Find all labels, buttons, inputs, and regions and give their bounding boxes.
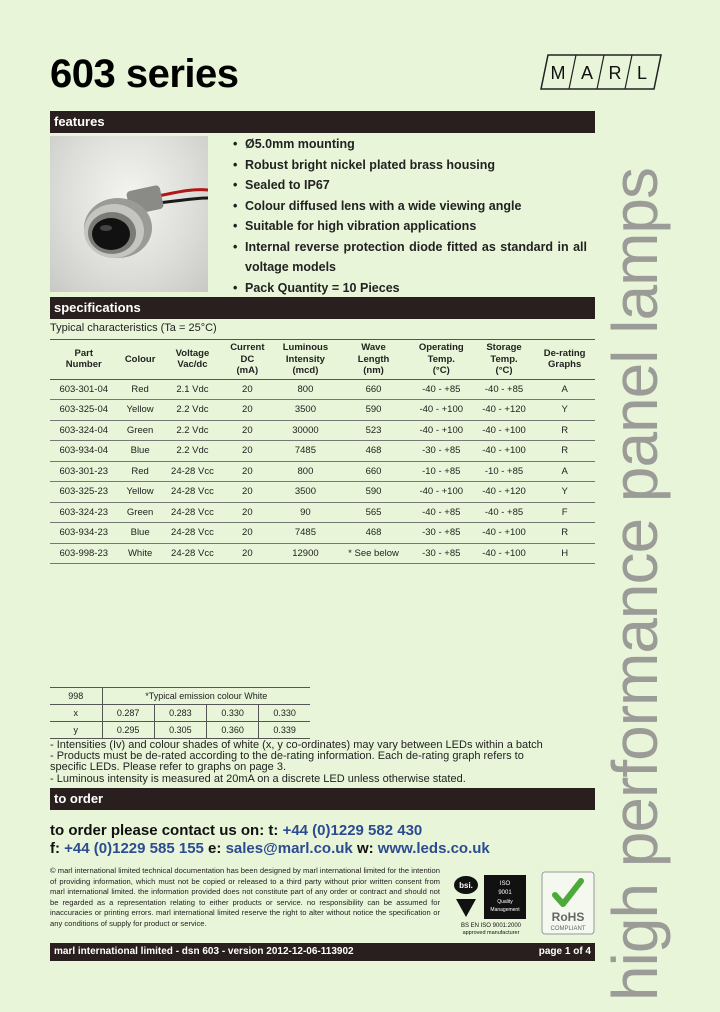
footer-page-number: page 1 of 4 <box>538 946 591 957</box>
spec-column-header <box>163 340 222 380</box>
spec-cell: -10 - +85 <box>474 461 535 482</box>
cie-cell: 0.283 <box>154 705 206 722</box>
feature-item: • Suitable for high vibration applications <box>231 216 587 237</box>
spec-cell: 7485 <box>273 523 339 544</box>
spec-cell: 20 <box>222 420 272 441</box>
header-line: Number <box>65 359 102 371</box>
spec-column-header <box>338 340 408 380</box>
spec-cell: 30000 <box>273 420 339 441</box>
spec-cell: R <box>534 523 595 544</box>
colour-coordinates-table <box>50 687 310 739</box>
spec-cell: 800 <box>273 379 339 400</box>
header-line: Temp. <box>490 353 518 365</box>
spec-table-body <box>50 379 595 564</box>
spec-cell: A <box>534 379 595 400</box>
spec-cell: 603-324-04 <box>50 420 117 441</box>
spec-cell: -40 - +85 <box>474 379 535 400</box>
spec-cell: 90 <box>273 502 339 523</box>
spec-header-row <box>50 340 595 380</box>
cie-code: 998 <box>50 688 102 705</box>
spec-cell: 2.2 Vdc <box>163 441 222 462</box>
spec-row <box>50 523 595 544</box>
header-line: Graphs <box>548 359 582 371</box>
cie-cell: x <box>50 705 102 722</box>
cie-cell: 0.287 <box>102 705 154 722</box>
spec-cell: Red <box>117 379 162 400</box>
spec-cell: Blue <box>117 523 162 544</box>
header-line: Wave <box>361 342 386 353</box>
iso-line: Quality <box>497 899 513 905</box>
spec-cell: 603-934-04 <box>50 441 117 462</box>
header-line: Temp. <box>427 353 455 365</box>
spec-cell: White <box>117 543 162 564</box>
email-label: e: <box>208 840 222 857</box>
header-line: (mA) <box>236 365 259 376</box>
features-list <box>231 134 587 298</box>
spec-cell: Green <box>117 502 162 523</box>
spec-cell: 20 <box>222 482 272 503</box>
spec-cell: Blue <box>117 441 162 462</box>
spec-cell: -30 - +85 <box>409 441 474 462</box>
spec-cell: 660 <box>338 379 408 400</box>
feature-item: • Sealed to IP67 <box>231 175 587 196</box>
spec-table <box>50 339 595 564</box>
spec-cell: H <box>534 543 595 564</box>
bs-standard-text: BS EN ISO 9001:2000 <box>460 923 522 929</box>
cie-cell: 0.330 <box>259 705 310 722</box>
spec-cell: 2.1 Vdc <box>163 379 222 400</box>
feature-item: • Internal reverse protection diode fitted as standard in all voltage models <box>231 237 587 278</box>
rohs-sub-text: COMPLIANT <box>550 926 586 932</box>
cie-cell: 0.295 <box>102 722 154 739</box>
spec-column-header <box>50 340 117 380</box>
spec-cell: -40 - +120 <box>474 482 535 503</box>
spec-row <box>50 400 595 421</box>
feature-item: • Pack Quantity = 10 Pieces <box>231 278 587 299</box>
svg-text:A: A <box>580 63 594 83</box>
header-line: Length <box>357 353 390 365</box>
feature-item: • Colour diffused lens with a wide viewing angle <box>231 196 587 217</box>
spec-cell: 24-28 Vcc <box>163 502 222 523</box>
web-link[interactable]: www.leds.co.uk <box>377 840 490 857</box>
cie-cell: 0.360 <box>207 722 259 739</box>
header-line: Vac/dc <box>177 359 208 371</box>
footer-document-info: marl international limited - dsn 603 - version 2012-12-06-113902 <box>54 946 354 957</box>
vertical-banner-text: high performance panel lamps <box>599 168 671 1001</box>
svg-text:R: R <box>608 63 622 83</box>
spec-cell: 468 <box>338 523 408 544</box>
header-line: Colour <box>124 353 156 365</box>
spec-cell: 20 <box>222 461 272 482</box>
svg-text:M: M <box>550 63 566 83</box>
feature-item: • Robust bright nickel plated brass housing <box>231 155 587 176</box>
spec-cell: 590 <box>338 400 408 421</box>
cie-header-row <box>50 688 310 705</box>
spec-cell: F <box>534 502 595 523</box>
fax-label: f: <box>50 840 60 857</box>
spec-cell: R <box>534 441 595 462</box>
spec-row <box>50 461 595 482</box>
spec-cell: * See below <box>338 543 408 564</box>
note-item: - Intensities (Iv) and colour shades of white (x, y co-ordinates) may vary between LEDs within a batch <box>50 739 543 751</box>
bsi-text: bsi. <box>459 881 473 890</box>
spec-cell: Y <box>534 482 595 503</box>
spec-cell: 24-28 Vcc <box>163 523 222 544</box>
spec-column-header <box>474 340 535 380</box>
spec-row <box>50 482 595 503</box>
spec-cell: -40 - +100 <box>409 400 474 421</box>
spec-cell: 2.2 Vdc <box>163 420 222 441</box>
spec-cell: 20 <box>222 543 272 564</box>
spec-cell: 603-934-23 <box>50 523 117 544</box>
spec-cell: 20 <box>222 523 272 544</box>
feature-item: • Ø5.0mm mounting <box>231 134 587 155</box>
cie-cell: 0.305 <box>154 722 206 739</box>
spec-cell: 20 <box>222 441 272 462</box>
cie-row-x <box>50 705 310 722</box>
contact-line-2 <box>50 840 490 857</box>
spec-cell: 603-998-23 <box>50 543 117 564</box>
notes <box>50 740 550 785</box>
spec-cell: Red <box>117 461 162 482</box>
spec-caption: Typical characteristics (Ta = 25°C) <box>50 322 217 334</box>
header-line: De-rating <box>543 347 586 359</box>
rohs-compliant-badge <box>541 871 595 935</box>
spec-cell: Yellow <box>117 400 162 421</box>
cie-heading: *Typical emission colour White <box>102 688 310 705</box>
header-line: (nm) <box>363 365 384 376</box>
cie-cell: 0.339 <box>259 722 310 739</box>
spec-cell: -40 - +100 <box>474 441 535 462</box>
spec-row <box>50 420 595 441</box>
spec-cell: 20 <box>222 400 272 421</box>
contact-line-1 <box>50 822 422 839</box>
note-item: - Products must be de-rated according to the de-rating information. Each de-rating graph refers to specific LEDs. Please refer to graphs on page 3. <box>50 750 524 774</box>
contact-intro: to order please contact us on: <box>50 822 265 839</box>
spec-cell: 603-325-04 <box>50 400 117 421</box>
spec-cell: 603-324-23 <box>50 502 117 523</box>
spec-cell: Y <box>534 400 595 421</box>
cie-cell: 0.330 <box>207 705 259 722</box>
spec-cell: 12900 <box>273 543 339 564</box>
spec-column-header <box>534 340 595 380</box>
header-line: Current <box>230 342 265 353</box>
header-line: Luminous <box>282 342 329 353</box>
spec-cell: -40 - +100 <box>409 420 474 441</box>
to-order-section-bar: to order <box>50 788 595 810</box>
fax-number[interactable]: +44 (0)1229 585 155 <box>64 840 204 857</box>
spec-cell: 3500 <box>273 482 339 503</box>
spec-column-header <box>409 340 474 380</box>
spec-cell: -40 - +100 <box>409 482 474 503</box>
spec-cell: 20 <box>222 379 272 400</box>
approved-text: approved manufacturer <box>462 930 520 935</box>
spec-cell: 590 <box>338 482 408 503</box>
marl-logo <box>540 52 662 92</box>
spec-cell: Green <box>117 420 162 441</box>
spec-cell: 20 <box>222 502 272 523</box>
spec-column-header <box>222 340 272 380</box>
spec-cell: 603-301-23 <box>50 461 117 482</box>
spec-cell: A <box>534 461 595 482</box>
web-label: w: <box>356 840 374 857</box>
header-line: Storage <box>486 342 522 353</box>
vertical-banner <box>598 168 673 1001</box>
spec-row <box>50 543 595 564</box>
header-line: Part <box>74 347 93 359</box>
note-item: - Luminous intensity is measured at 20mA on a discrete LED unless otherwise stated. <box>50 772 466 785</box>
spec-cell: 24-28 Vcc <box>163 543 222 564</box>
rohs-text: RoHS <box>551 910 585 924</box>
spec-cell: 3500 <box>273 400 339 421</box>
spec-cell: 24-28 Vcc <box>163 461 222 482</box>
spec-cell: 24-28 Vcc <box>163 482 222 503</box>
cie-row-y <box>50 722 310 739</box>
spec-cell: -40 - +85 <box>409 502 474 523</box>
spec-cell: -40 - +85 <box>474 502 535 523</box>
spec-column-header <box>273 340 339 380</box>
spec-column-header <box>117 340 162 380</box>
page-title: 603 series <box>50 52 239 96</box>
spec-cell: 603-301-04 <box>50 379 117 400</box>
spec-cell: -40 - +100 <box>474 420 535 441</box>
header-line: Intensity <box>285 353 325 365</box>
svg-text:L: L <box>636 63 648 83</box>
header-line: DC <box>240 353 255 365</box>
spec-cell: 7485 <box>273 441 339 462</box>
spec-cell: -40 - +100 <box>474 523 535 544</box>
spec-cell: -10 - +85 <box>409 461 474 482</box>
spec-cell: -30 - +85 <box>409 523 474 544</box>
spec-cell: 2.2 Vdc <box>163 400 222 421</box>
cie-cell: y <box>50 722 102 739</box>
spec-row <box>50 379 595 400</box>
header-line: (°C) <box>432 365 450 376</box>
spec-cell: 468 <box>338 441 408 462</box>
header-line: Operating <box>418 342 464 353</box>
spec-row <box>50 441 595 462</box>
spec-cell: 603-325-23 <box>50 482 117 503</box>
spec-cell: -30 - +85 <box>409 543 474 564</box>
spec-cell: -40 - +100 <box>474 543 535 564</box>
spec-cell: 565 <box>338 502 408 523</box>
iso-line: Management <box>490 907 520 913</box>
email-link[interactable]: sales@marl.co.uk <box>225 840 353 857</box>
iso-line: ISO <box>499 881 511 887</box>
bsi-iso-certification <box>452 873 530 935</box>
specifications-section-bar: specifications <box>50 297 595 319</box>
header-line: (°C) <box>495 365 513 376</box>
header-line: (mcd) <box>292 365 319 376</box>
features-section-bar: features <box>50 111 595 133</box>
spec-row <box>50 502 595 523</box>
spec-cell: 660 <box>338 461 408 482</box>
telephone-number[interactable]: +44 (0)1229 582 430 <box>282 822 423 839</box>
spec-cell: -40 - +120 <box>474 400 535 421</box>
iso-line: 9001 <box>498 890 512 896</box>
spec-cell: -40 - +85 <box>409 379 474 400</box>
spec-cell: 523 <box>338 420 408 441</box>
spec-cell: 800 <box>273 461 339 482</box>
disclaimer: © marl international limited technical documentation has been designed by marl international limited for the intention of providing information, which must not be copied or released to a third party without prior written consent from marl international limited. the information provided does not constitute part of any order or contract and should not be regarded as a representation relating to either products or service. no responsibility can be assumed for inaccuracies or printing errors. marl international limited reserve the right to alter without notice the specification or any conditions of supply for product or service. <box>50 866 440 928</box>
footer-bar <box>50 943 595 961</box>
spec-cell: R <box>534 420 595 441</box>
product-photo <box>50 136 208 292</box>
spec-cell: Yellow <box>117 482 162 503</box>
header-line: Voltage <box>175 347 210 359</box>
telephone-label: t: <box>268 822 279 839</box>
